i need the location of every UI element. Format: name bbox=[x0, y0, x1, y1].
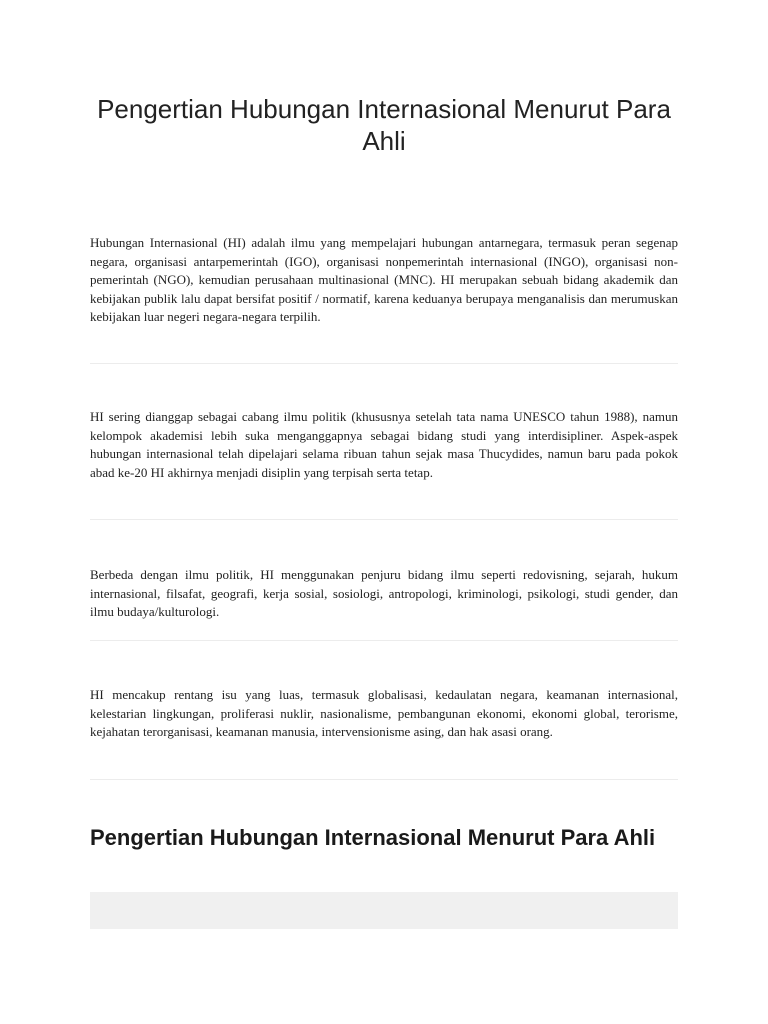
divider-3 bbox=[90, 640, 678, 641]
paragraph-3: Berbeda dengan ilmu politik, HI menggunakan penjuru bidang ilmu seperti redovisning, sejarah, hukum internasional, filsafat, geografi, kerja sosial, sosiologi, antropologi, kriminologi, psikologi, studi gender, dan ilmu budaya/kulturologi. bbox=[90, 567, 678, 620]
divider-2 bbox=[90, 519, 678, 520]
divider-4 bbox=[90, 779, 678, 780]
page-title: Pengertian Hubungan Internasional Menurut Para Ahli bbox=[97, 94, 671, 156]
paragraph-2: HI sering dianggap sebagai cabang ilmu politik (khususnya setelah tata nama UNESCO tahun 1988), namun kelompok akademisi lebih suka menganggapnya sebagai bidang studi yang interdisipliner. Aspek-aspek hubungan internasional telah dipelajari selama ribuan tahun sejak masa Thucydides, namun baru pada pokok abad ke-20 HI akhirnya menjadi disiplin yang terpisah serta tetap. bbox=[90, 409, 678, 480]
divider-1 bbox=[90, 363, 678, 364]
section-heading: Pengertian Hubungan Internasional Menurut Para Ahli bbox=[90, 825, 656, 850]
paragraph-1: Hubungan Internasional (HI) adalah ilmu yang mempelajari hubungan antarnegara, termasuk peran segenap negara, organisasi antarpemerintah (IGO), organisasi nonpemerintah internasional (INGO), organisasi non-pemerintah (NGO), kemudian perusahaan multinasional (MNC). HI merupakan sebuah bidang akademik dan kebijakan publik lalu dapat bersifat positif / normatif, karena keduanya berupaya menganalisis dan merumuskan kebijakan luar negeri negara-negara terpilih. bbox=[90, 235, 678, 325]
content-placeholder-box bbox=[90, 892, 678, 929]
paragraph-4: HI mencakup rentang isu yang luas, termasuk globalisasi, kedaulatan negara, keamanan internasional, kelestarian lingkungan, proliferasi nuklir, nasionalisme, pembangunan ekonomi, ekonomi global, terorisme, kejahatan terorganisasi, keamanan manusia, intervensionisme asing, dan hak asasi orang. bbox=[90, 687, 678, 740]
